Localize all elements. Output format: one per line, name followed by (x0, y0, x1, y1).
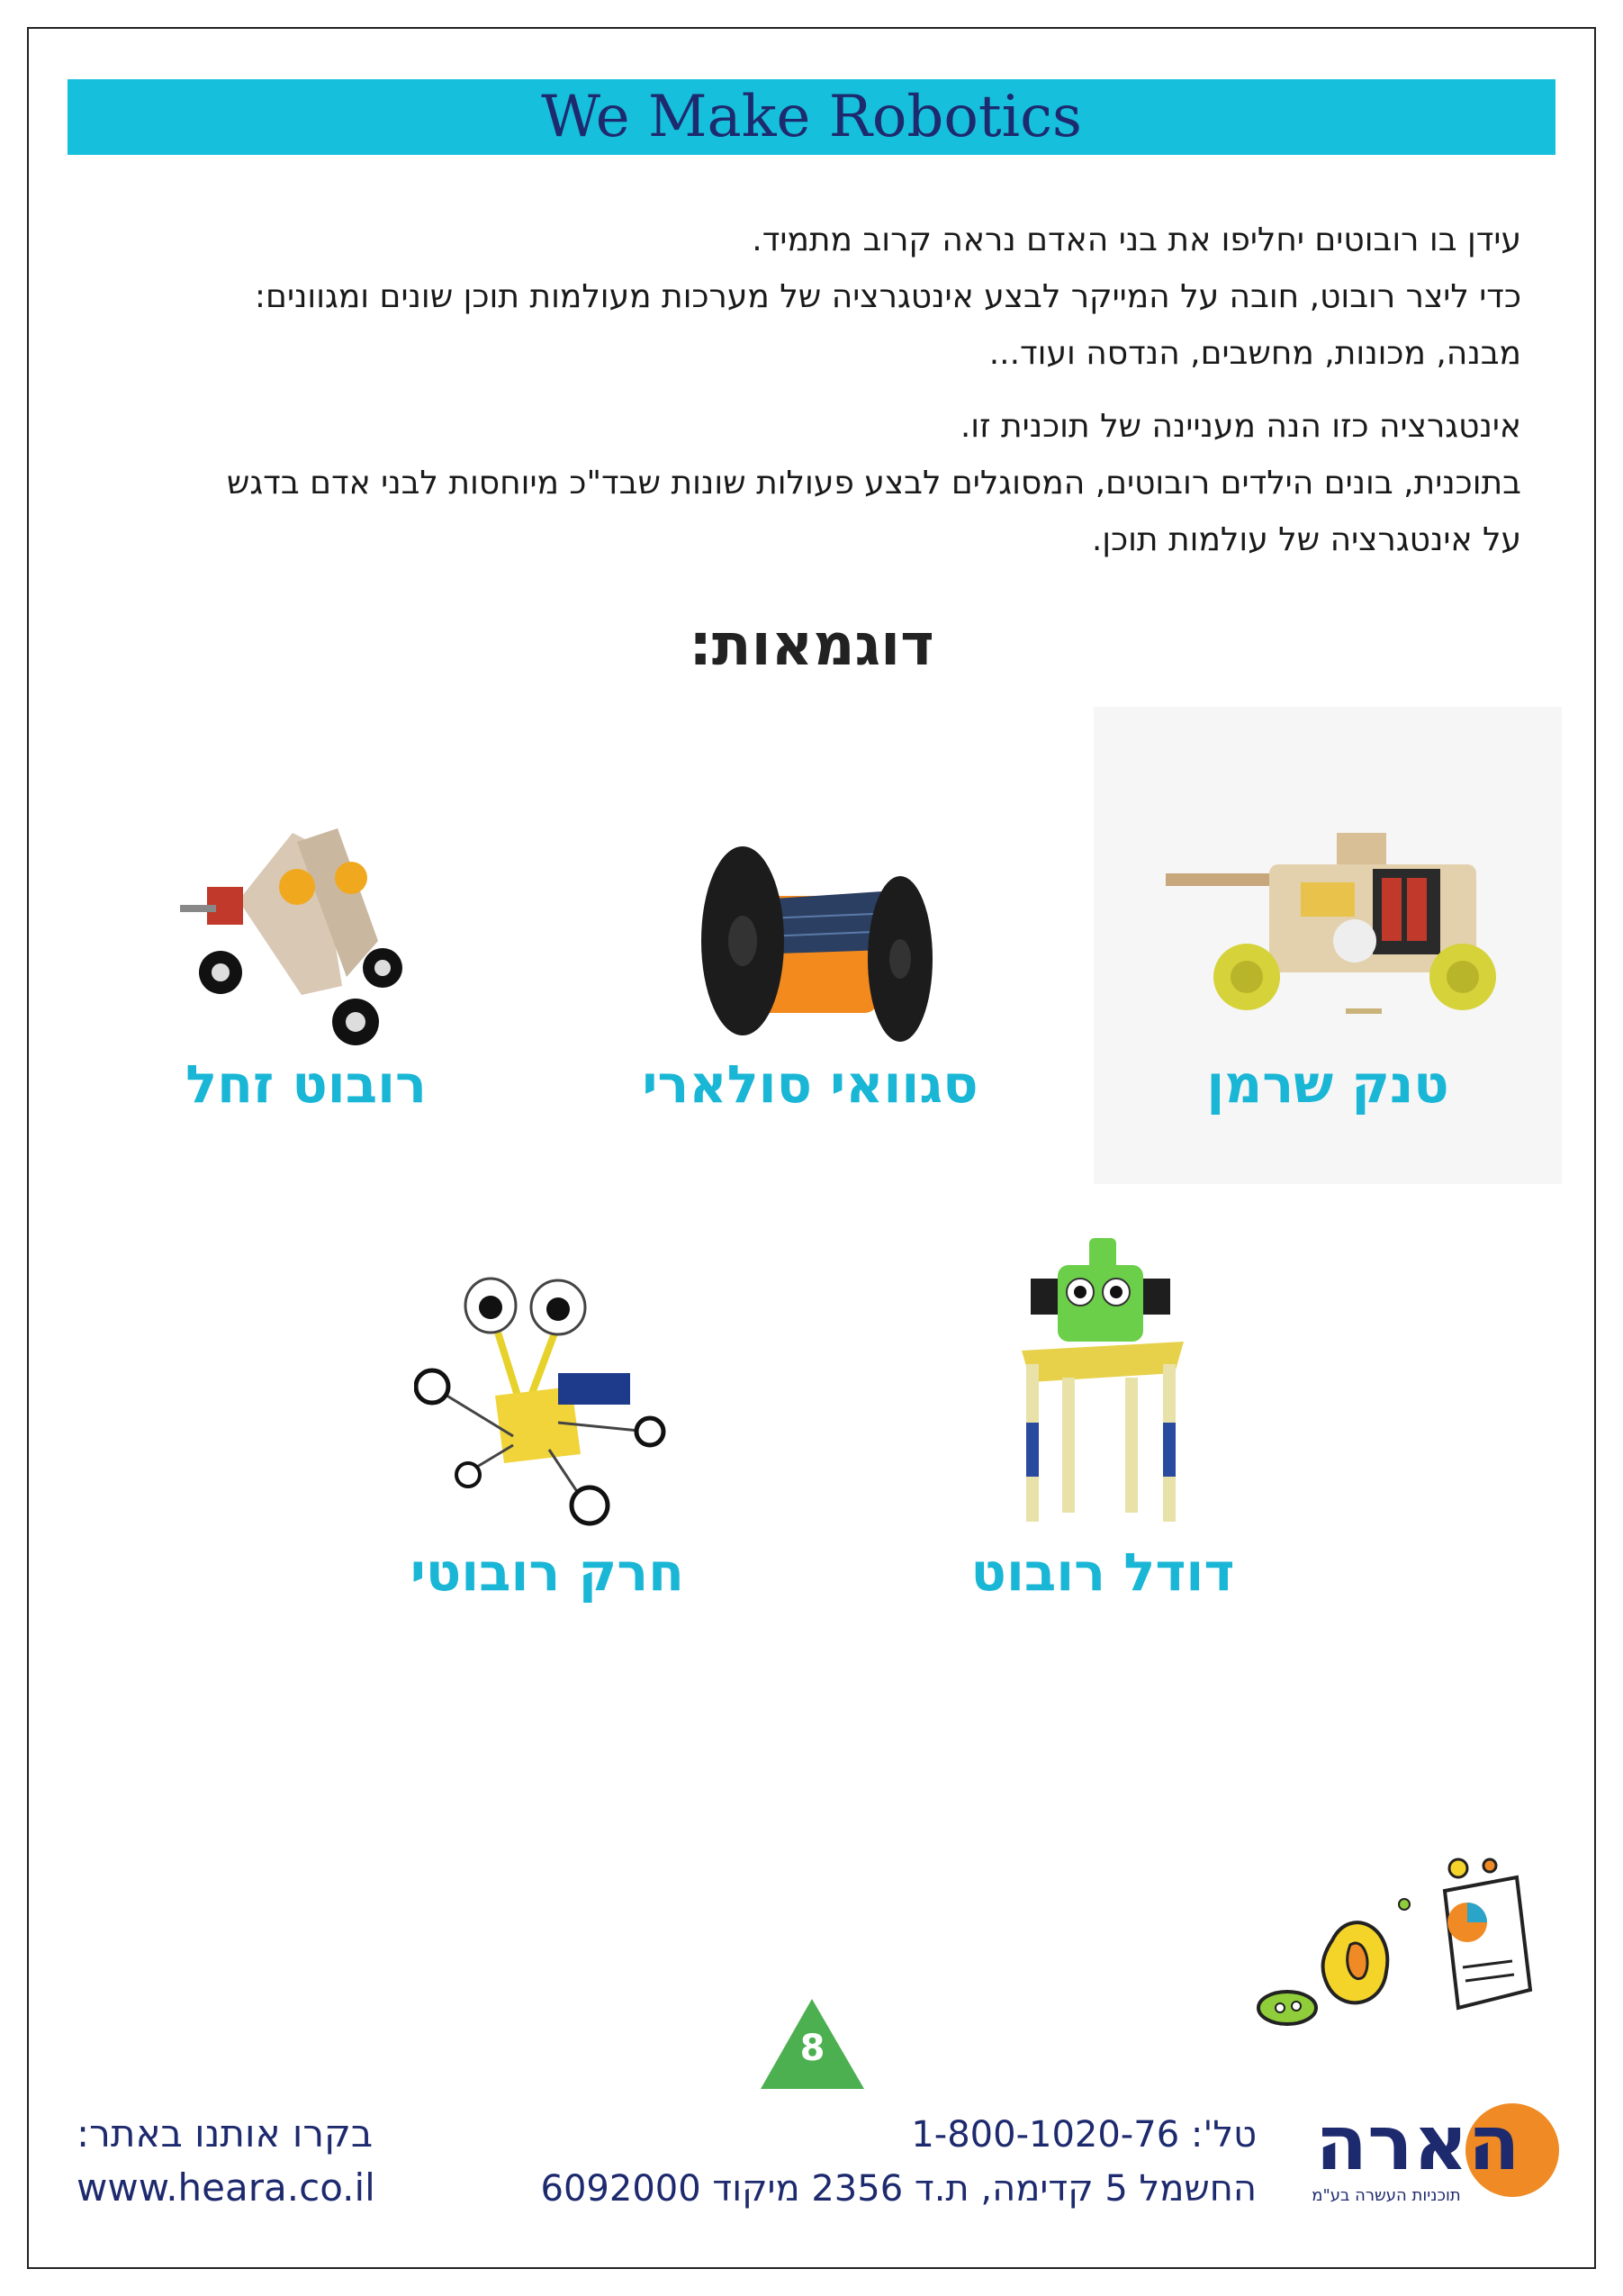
page-number: 8 (799, 2028, 825, 2069)
intro-line: בתוכנית, בונים הילדים רובוטים, המסוגלים לבצע פעולות שונות שבד"כ מיוחסות לבני אדם בדגש (226, 465, 1521, 502)
intro-line: אינטגרציה כזו הנה מעניינה של תוכנית זו. (960, 408, 1521, 445)
decorative-illustration (1251, 1855, 1548, 2053)
phone-number: טל': 1-800-1020-76 (911, 2114, 1257, 2156)
product-label: סגוואי סולארי (642, 1053, 978, 1115)
address-text: החשמל 5 קדימה, ת.ד 2356 מיקוד 6092000 (540, 2168, 1257, 2210)
intro-line: מבנה, מכונות, מחשבים, הנדסה ועוד... (988, 335, 1521, 372)
page-title: We Make Robotics (541, 84, 1082, 150)
robotic-insect-image (414, 1261, 684, 1540)
product-label: חרק רובוטי (410, 1541, 684, 1603)
title-banner (68, 79, 1555, 155)
website-link[interactable]: www.heara.co.il (77, 2165, 375, 2210)
product-label: רובוט זחל (185, 1053, 427, 1115)
product-label: טנק שרמן (1206, 1053, 1449, 1115)
logo-text: הארה (1315, 2099, 1520, 2187)
examples-heading: דוגמאות: (689, 612, 934, 679)
product-crawler (162, 815, 450, 1125)
intro-line: כדי ליצר רובוט, חובה על המייקר לבצע אינטגרציה של מערכות מעולמות תוכן שונים ומגוונים: (254, 278, 1521, 315)
crawler-robot-image (162, 815, 450, 1049)
visit-label: בקרו אותנו באתר: (77, 2111, 374, 2156)
logo-subtitle: תוכניות העשרה בע"מ (1312, 2186, 1461, 2205)
heara-logo (1287, 2098, 1566, 2215)
doodle-robot-image (954, 1216, 1251, 1540)
product-insect (410, 1261, 684, 1612)
product-tank (1094, 707, 1562, 1184)
intro-line: עידן בו רובוטים יחליפו את בני האדם נראה קרוב מתמיד. (752, 221, 1521, 258)
intro-line: על אינטגרציה של עולמות תוכן. (1091, 521, 1521, 558)
solar-segway-image (630, 828, 990, 1044)
product-label: דודל רובוט (970, 1541, 1235, 1603)
product-doodle (954, 1216, 1251, 1612)
product-segway (630, 828, 990, 1125)
intro-text (63, 212, 1521, 568)
